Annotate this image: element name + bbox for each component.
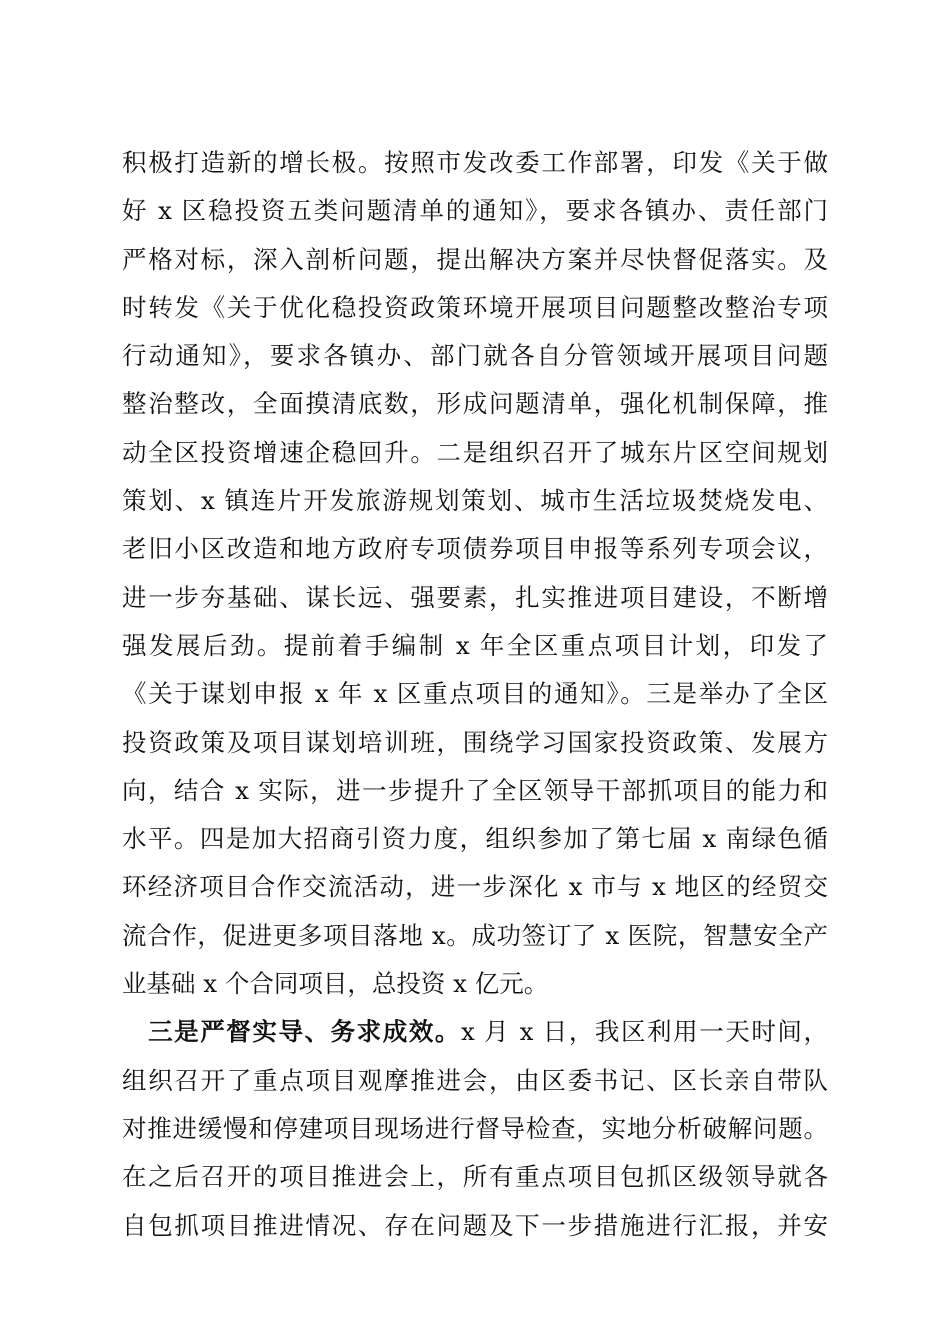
body-line-16: 环经济项目合作交流活动，进一步深化 x 市与 x 地区的经贸交 xyxy=(122,872,828,902)
body-line-9: 老旧小区改造和地方政府专项债券项目申报等系列专项会议， xyxy=(122,534,828,564)
body-line-12: 《关于谋划申报 x 年 x 区重点项目的通知》。三是举办了全区 xyxy=(122,679,828,709)
body-line-17: 流合作，促进更多项目落地 x。成功签订了 x 医院，智慧安全产 xyxy=(122,920,828,950)
document-body xyxy=(122,139,828,1250)
body-line-4: 时转发《关于优化稳投资政策环境开展项目问题整改整治专项 xyxy=(122,292,828,322)
section-three-first-rest: x 月 x 日，我区利用一天时间， xyxy=(460,1017,828,1047)
section-three-line-2: 组织召开了重点项目观摩推进会，由区委书记、区长亲自带队 xyxy=(122,1065,828,1095)
body-line-3: 严格对标，深入剖析问题，提出解决方案并尽快督促落实。及 xyxy=(122,244,828,274)
body-line-18: 业基础 x 个合同项目，总投资 x 亿元。 xyxy=(122,969,549,999)
section-three-line-5: 自包抓项目推进情况、存在问题及下一步措施进行汇报，并安 xyxy=(122,1210,828,1240)
body-line-14: 向，结合 x 实际，进一步提升了全区领导干部抓项目的能力和 xyxy=(122,775,828,805)
body-line-6: 整治整改，全面摸清底数，形成问题清单，强化机制保障，推 xyxy=(122,389,828,419)
body-line-10: 进一步夯基础、谋长远、强要素，扎实推进项目建设，不断增 xyxy=(122,582,828,612)
body-line-13: 投资政策及项目谋划培训班，围绕学习国家投资政策、发展方 xyxy=(122,727,828,757)
section-three-first-line xyxy=(122,1008,828,1056)
body-line-5: 行动通知》，要求各镇办、部门就各自分管领域开展项目问题 xyxy=(122,341,828,371)
section-three-line-3: 对推进缓慢和停建项目现场进行督导检查，实地分析破解问题。 xyxy=(122,1113,828,1143)
body-line-2: 好 x 区稳投资五类问题清单的通知》，要求各镇办、责任部门 xyxy=(122,196,828,226)
body-line-7: 动全区投资增速企稳回升。二是组织召开了城东片区空间规划 xyxy=(122,437,828,467)
body-line-15: 水平。四是加大招商引资力度，组织参加了第七届 x 南绿色循 xyxy=(122,824,828,854)
section-three-line-4: 在之后召开的项目推进会上，所有重点项目包抓区级领导就各 xyxy=(122,1162,828,1192)
body-line-1: 积极打造新的增长极。按照市发改委工作部署，印发《关于做 xyxy=(122,148,828,177)
section-three-lead: 三是严督实导、务求成效。 xyxy=(148,1017,461,1047)
body-line-8: 策划、x 镇连片开发旅游规划策划、城市生活垃圾焚烧发电、 xyxy=(122,486,828,516)
indent-space xyxy=(122,1017,148,1046)
body-line-11: 强发展后劲。提前着手编制 x 年全区重点项目计划，印发了 xyxy=(122,630,828,660)
